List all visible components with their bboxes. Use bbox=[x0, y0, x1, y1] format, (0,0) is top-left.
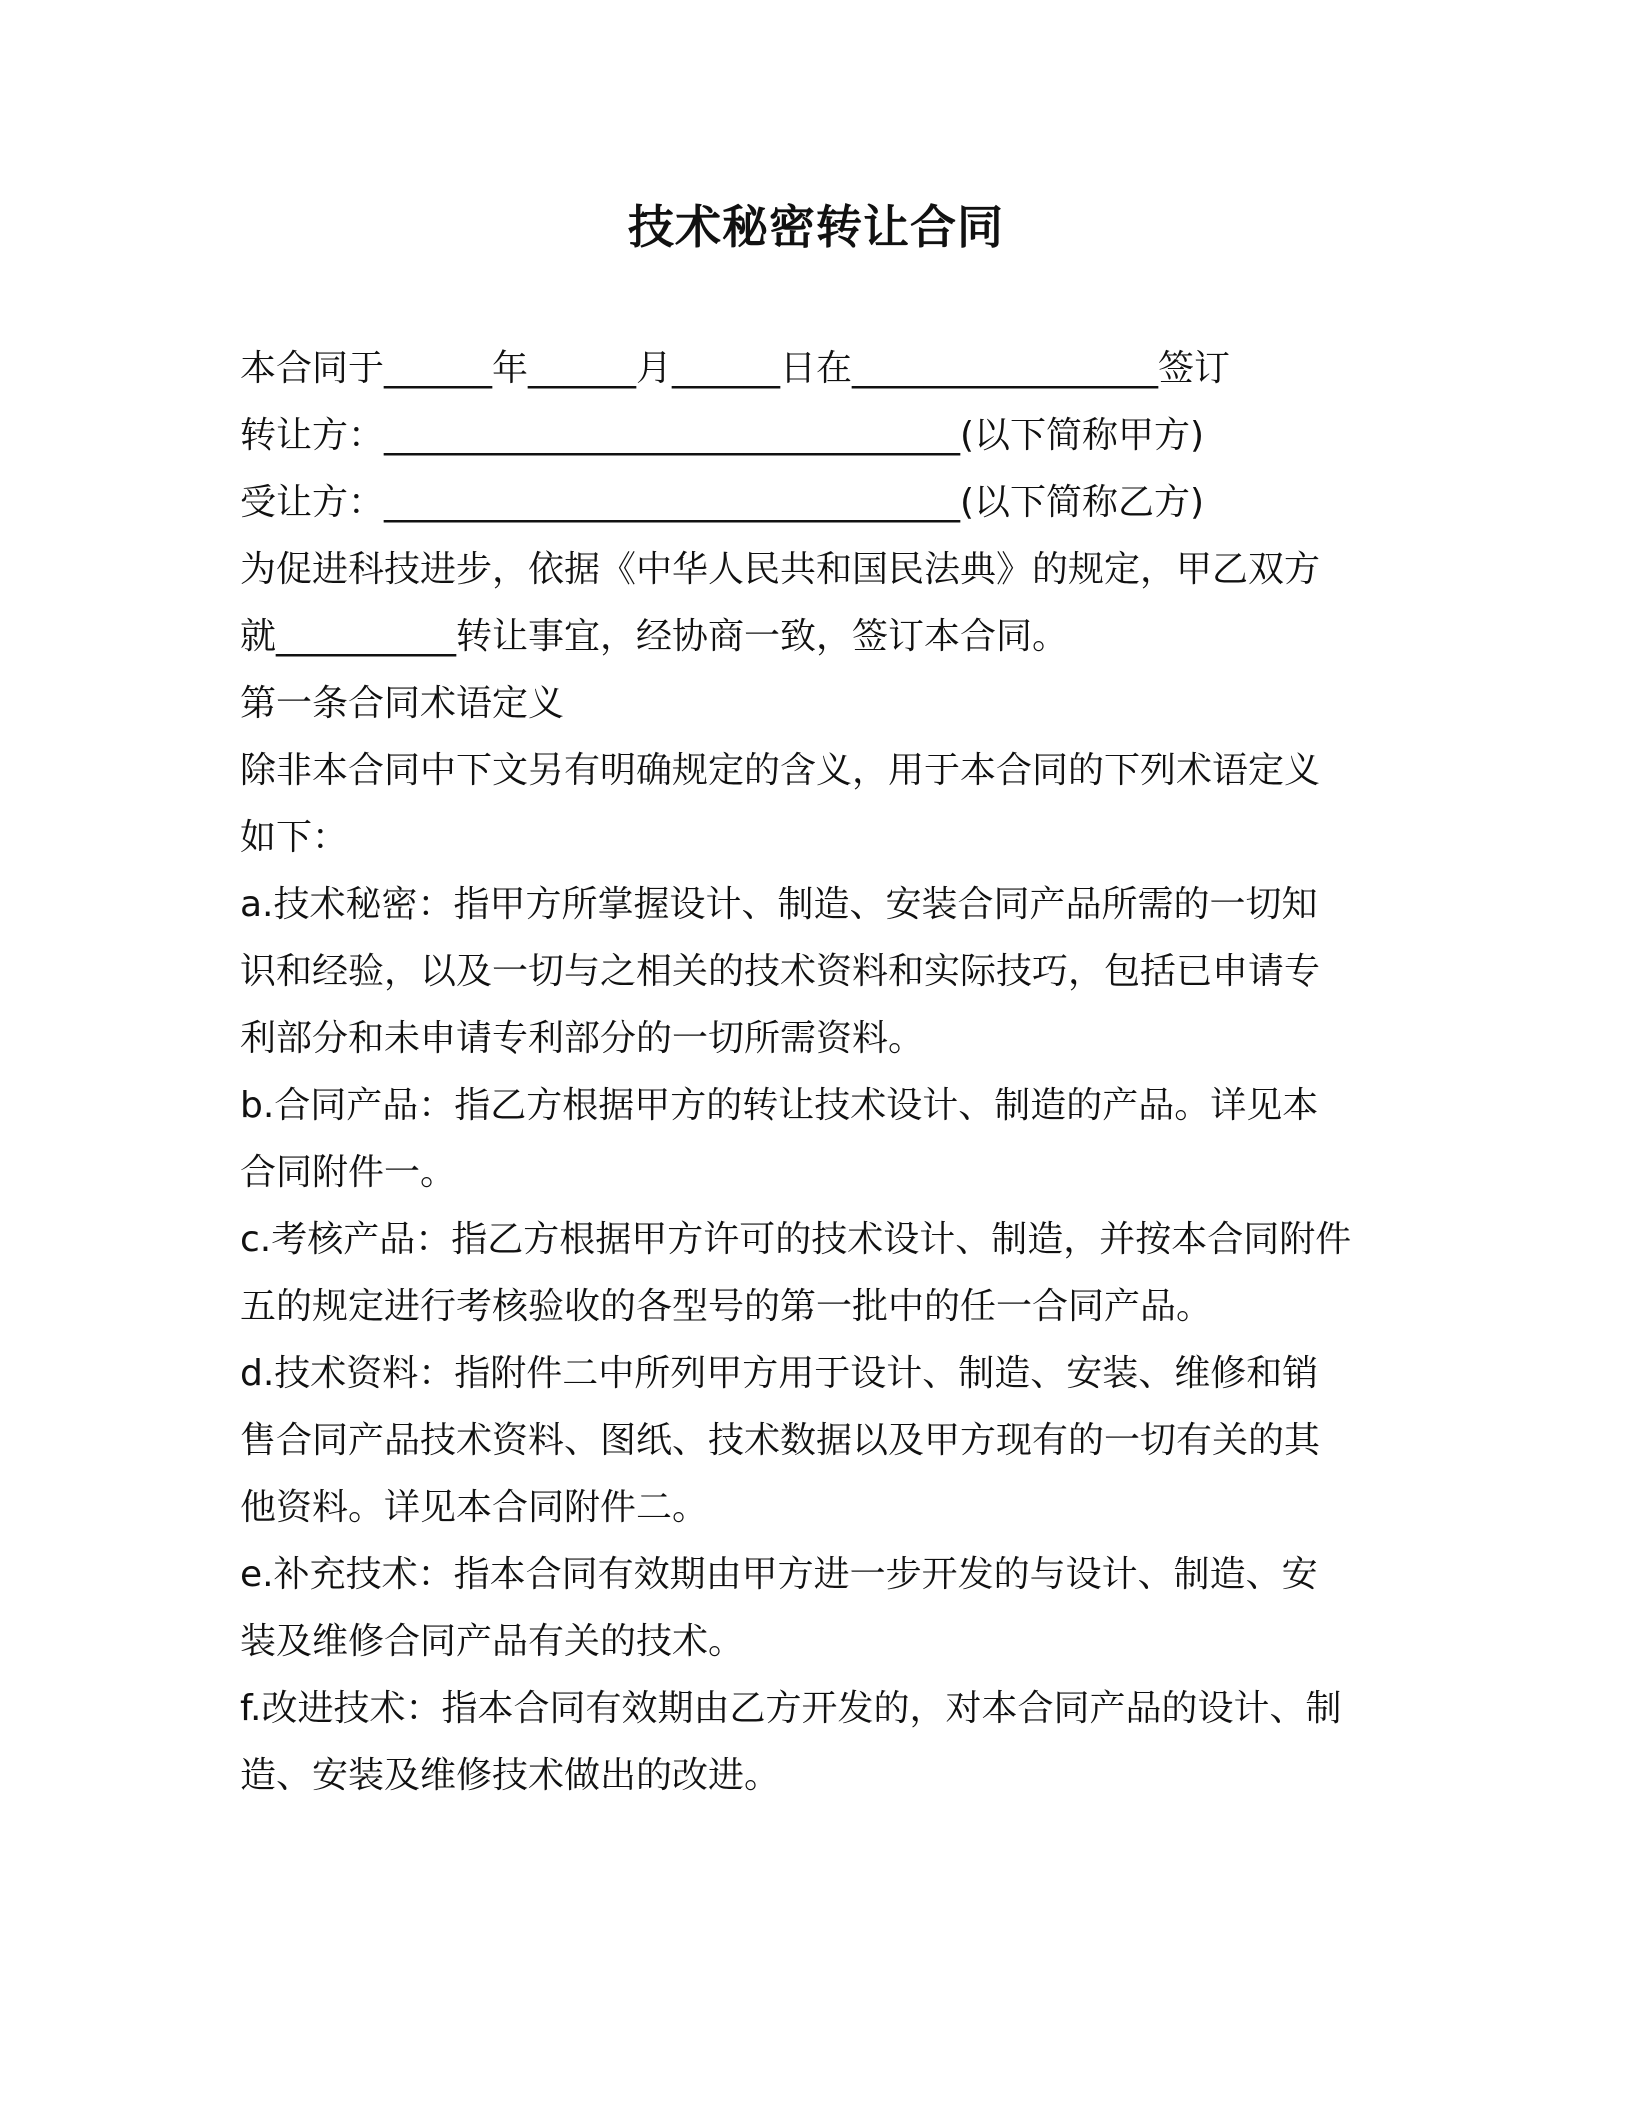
text-line: 为促进科技进步，依据《中华人民共和国民法典》的规定，甲乙双方 bbox=[240, 549, 1321, 590]
text-line: 受让方：________________________________(以下简称乙方) bbox=[240, 482, 1205, 523]
document-body bbox=[240, 335, 1440, 1809]
text-line: c.考核产品：指乙方根据甲方许可的技术设计、制造，并按本合同附件 bbox=[240, 1219, 1352, 1260]
text-line: b.合同产品：指乙方根据甲方的转让技术设计、制造的产品。详见本 bbox=[240, 1085, 1319, 1126]
text-line: 就__________转让事宜，经协商一致，签订本合同。 bbox=[240, 616, 1069, 657]
text-line: 他资料。详见本合同附件二。 bbox=[240, 1487, 709, 1528]
text-line: 五的规定进行考核验收的各型号的第一批中的任一合同产品。 bbox=[240, 1286, 1213, 1327]
text-line: 转让方：________________________________(以下简称甲方) bbox=[240, 415, 1205, 456]
text-line: 装及维修合同产品有关的技术。 bbox=[240, 1621, 745, 1662]
section-heading: 第一条合同术语定义 bbox=[240, 683, 565, 724]
text-line: 造、安装及维修技术做出的改进。 bbox=[240, 1755, 781, 1796]
text-line: 本合同于______年______月______日在_________________签订 bbox=[240, 348, 1231, 389]
text-line: 售合同产品技术资料、图纸、技术数据以及甲方现有的一切有关的其 bbox=[240, 1420, 1321, 1461]
text-line: f.改进技术：指本合同有效期由乙方开发的，对本合同产品的设计、制 bbox=[240, 1688, 1342, 1729]
text-line: 除非本合同中下文另有明确规定的含义，用于本合同的下列术语定义 bbox=[240, 750, 1321, 791]
text-line: 识和经验，以及一切与之相关的技术资料和实际技巧，包括已申请专 bbox=[240, 951, 1321, 992]
text-line: d.技术资料：指附件二中所列甲方用于设计、制造、安装、维修和销 bbox=[240, 1353, 1319, 1394]
text-line: e.补充技术：指本合同有效期由甲方进一步开发的与设计、制造、安 bbox=[240, 1554, 1318, 1595]
text-line: 合同附件一。 bbox=[240, 1152, 457, 1193]
text-line: 利部分和未申请专利部分的一切所需资料。 bbox=[240, 1018, 925, 1059]
text-line: a.技术秘密：指甲方所掌握设计、制造、安装合同产品所需的一切知 bbox=[240, 884, 1318, 925]
document-title: 技术秘密转让合同 bbox=[628, 200, 1004, 254]
text-line: 如下： bbox=[240, 817, 349, 858]
